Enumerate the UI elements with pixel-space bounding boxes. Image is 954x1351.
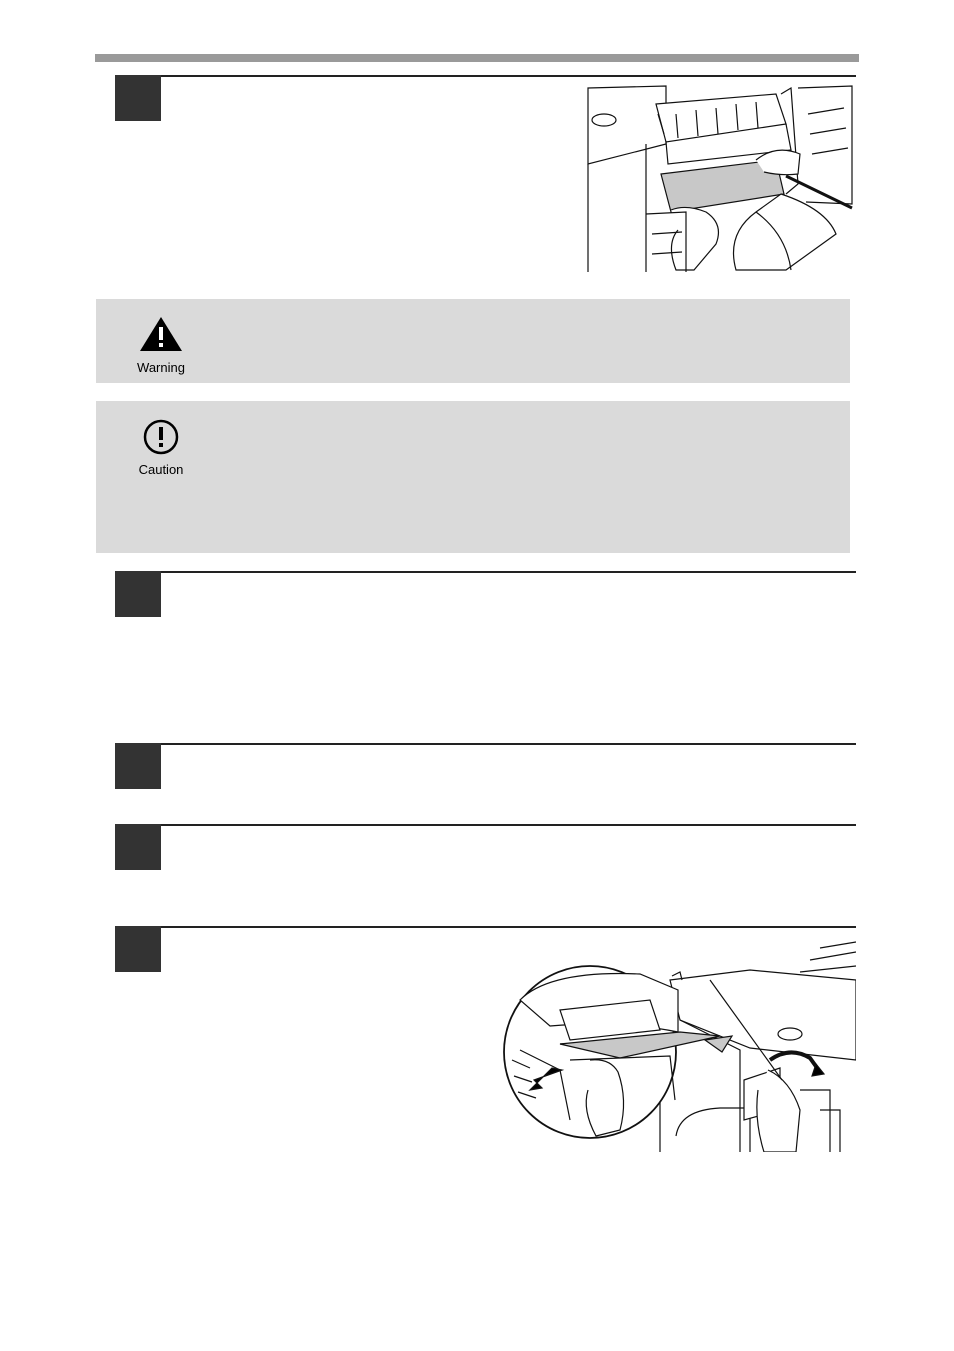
step-divider	[115, 571, 856, 573]
step-number-box	[115, 926, 161, 972]
step-number-box	[115, 824, 161, 870]
page-header-bar	[95, 54, 859, 62]
step-4	[115, 824, 856, 904]
caution-badge	[130, 419, 192, 477]
step-number-box	[115, 571, 161, 617]
illustration-remove-paper-tray	[500, 940, 856, 1152]
step-2	[115, 571, 856, 721]
step-divider	[115, 926, 856, 928]
caution-notice	[96, 401, 850, 553]
step-divider	[115, 75, 856, 77]
caution-label: Caution	[138, 462, 184, 477]
step-number-box	[115, 75, 161, 121]
step-divider	[115, 743, 856, 745]
step-number-box	[115, 743, 161, 789]
warning-triangle-icon	[138, 315, 184, 353]
warning-notice	[96, 299, 850, 383]
illustration-remove-paper-fuser	[586, 84, 854, 274]
warning-label: Warning	[137, 360, 185, 375]
warning-badge	[130, 315, 192, 375]
step-3	[115, 743, 856, 803]
step-divider	[115, 824, 856, 826]
caution-circle-icon	[141, 419, 181, 455]
